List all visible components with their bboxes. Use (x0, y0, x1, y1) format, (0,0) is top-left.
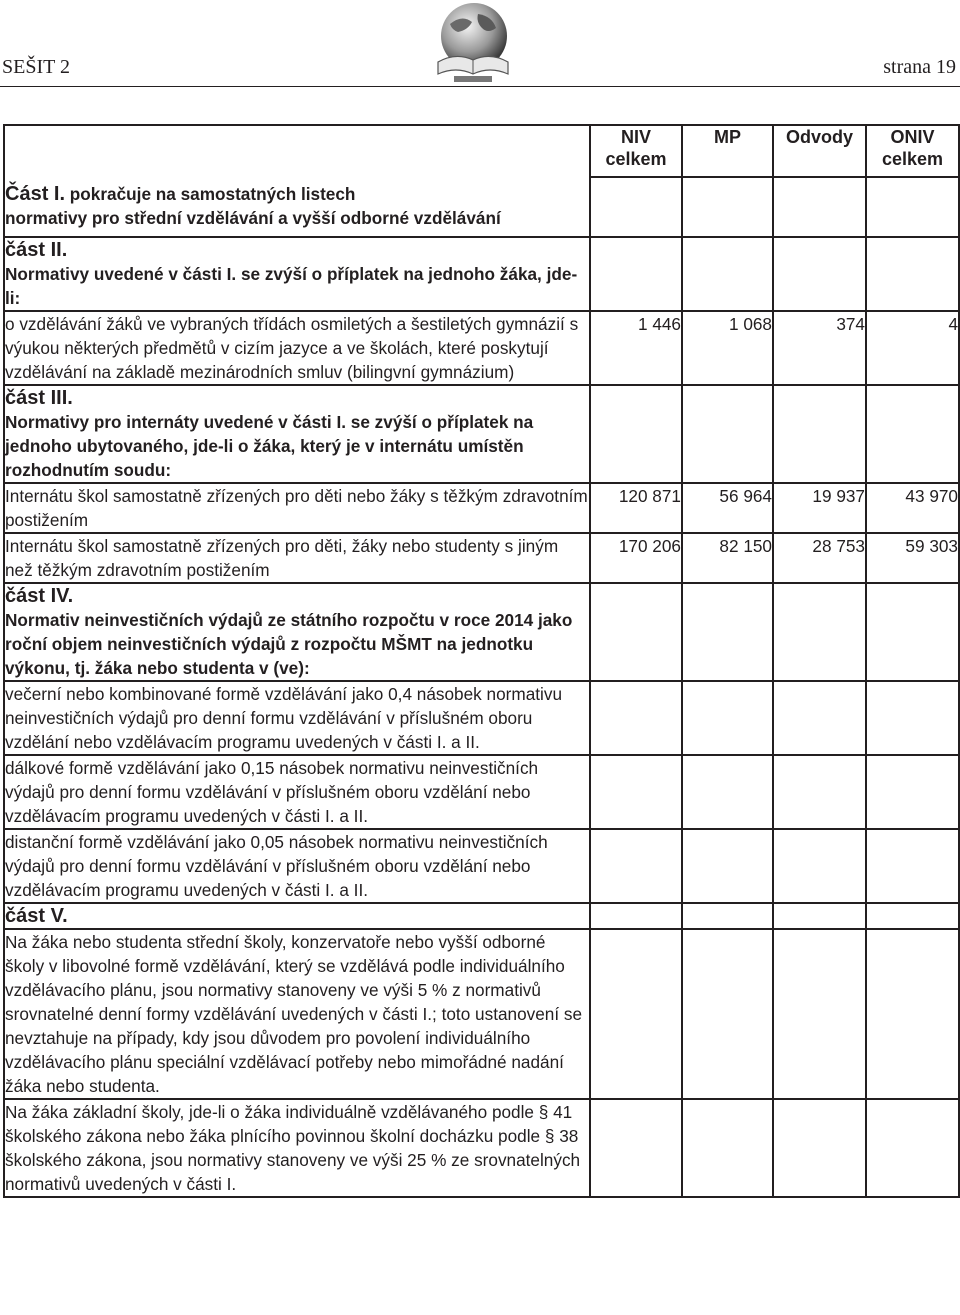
table-row (4, 385, 959, 483)
part5-title: část V. (5, 905, 68, 927)
table-row (4, 311, 959, 385)
table-row (4, 483, 959, 533)
empty-cell (682, 1099, 773, 1197)
empty-cell (682, 681, 773, 755)
empty-cell (866, 583, 959, 681)
empty-cell (590, 903, 682, 929)
table-row (4, 755, 959, 829)
part5-heading-cell (4, 903, 590, 929)
empty-cell (682, 929, 773, 1099)
value-niv: 1 446 (590, 311, 682, 385)
table-row (4, 237, 959, 311)
page-number: strana 19 (883, 56, 956, 78)
col-header-mp: MP (682, 125, 773, 177)
table-row (4, 583, 959, 681)
value-oniv: 4 (866, 311, 959, 385)
table-row (4, 929, 959, 1099)
part2-title: část II. (5, 239, 68, 261)
empty-cell (682, 755, 773, 829)
value-mp: 82 150 (682, 533, 773, 583)
table-row (4, 1099, 959, 1197)
part5-item-1: Na žáka nebo studenta střední školy, konzervatoře nebo vyšší odborné školy v libovolné formě vzdělávání, který se vzdělává podle individuálního vzdělávacího plánu, jsou normativy stanoveny ve výši 5 % z normativů srovnatelné denní formy vzdělávání uvedených v části I.; toto ustanovení se nevztahuje na případy, kdy jsou důvodem pro povolení individuálního vzdělávacího plánu speciální vzdělávací potřeby nebo mimořádné nadání žáka nebo studenta. (4, 929, 590, 1099)
part4-heading-cell (4, 583, 590, 681)
section-label: SEŠIT 2 (2, 56, 70, 78)
empty-cell (866, 681, 959, 755)
part3-heading-cell (4, 385, 590, 483)
value-niv: 120 871 (590, 483, 682, 533)
part4-item-3: distanční formě vzdělávání jako 0,05 násobek normativu neinvestičních výdajů pro denní formu vzdělávání v příslušném oboru vzdělání nebo vzdělávacím programu uvedených v části I. a II. (4, 829, 590, 903)
empty-cell (773, 385, 866, 483)
part1-title: Část I. (5, 183, 66, 205)
col-header-oniv: ONIV celkem (866, 125, 959, 177)
empty-cell (866, 237, 959, 311)
empty-cell (866, 829, 959, 903)
value-oniv: 43 970 (866, 483, 959, 533)
empty-cell (773, 583, 866, 681)
value-odvody: 19 937 (773, 483, 866, 533)
value-odvody: 374 (773, 311, 866, 385)
empty-cell (590, 829, 682, 903)
empty-cell (773, 929, 866, 1099)
empty-cell (866, 1099, 959, 1197)
part4-item-1: večerní nebo kombinované formě vzdělávání jako 0,4 násobek normativu neinvestičních výdajů pro denní formu vzdělávání v příslušném oboru vzdělání nebo vzdělávacím programu uvedených v části I. a II. (4, 681, 590, 755)
empty-cell (682, 177, 773, 237)
empty-cell (682, 237, 773, 311)
part2-item: o vzdělávání žáků ve vybraných třídách osmiletých a šestiletých gymnázií s výukou některých předmětů v cizím jazyce a ve školách, které poskytují vzdělávání na základě mezinárodních smluv (bilingvní gymnázium) (4, 311, 590, 385)
part4-intro: Normativ neinvestičních výdajů ze státního rozpočtu v roce 2014 jako roční objem neinvestičních výdajů z rozpočtu MŠMT na jednotku výkonu, tj. žáka nebo studenta v (ve): (5, 610, 573, 678)
empty-cell (773, 903, 866, 929)
empty-cell (866, 903, 959, 929)
empty-cell (866, 755, 959, 829)
empty-cell (682, 829, 773, 903)
part4-title: část IV. (5, 585, 74, 607)
empty-cell (590, 681, 682, 755)
empty-cell (590, 177, 682, 237)
empty-cell (590, 929, 682, 1099)
part2-heading-cell (4, 237, 590, 311)
part4-item-2: dálkové formě vzdělávání jako 0,15 násobek normativu neinvestičních výdajů pro denní formu vzdělávání v příslušném oboru vzdělání nebo vzdělávacím programu uvedených v části I. a II. (4, 755, 590, 829)
value-niv: 170 206 (590, 533, 682, 583)
empty-cell (866, 177, 959, 237)
value-odvody: 28 753 (773, 533, 866, 583)
empty-cell (866, 929, 959, 1099)
part2-intro: Normativy uvedené v části I. se zvýší o příplatek na jednoho žáka, jde-li: (5, 264, 578, 308)
value-oniv: 59 303 (866, 533, 959, 583)
empty-cell (590, 237, 682, 311)
empty-cell (773, 1099, 866, 1197)
empty-cell (773, 755, 866, 829)
header-rule (0, 86, 960, 87)
col-header-niv: NIV celkem (590, 125, 682, 177)
part5-item-2: Na žáka základní školy, jde-li o žáka individuálně vzdělávaného podle § 41 školského zákona nebo žáka plnícího povinnou školní docházku podle § 38 školského zákona, jsou normativy stanoveny ve výši 25 % ze srovnatelných normativů uvedených v části I. (4, 1099, 590, 1197)
empty-cell (682, 385, 773, 483)
table-row (4, 903, 959, 929)
page-header (0, 0, 960, 120)
empty-cell (590, 583, 682, 681)
part3-item-2: Internátu škol samostatně zřízených pro děti, žáky nebo studenty s jiným než těžkým zdravotním postižením (4, 533, 590, 583)
normatives-table (3, 124, 960, 1198)
empty-cell (773, 237, 866, 311)
empty-cell (773, 681, 866, 755)
value-mp: 1 068 (682, 311, 773, 385)
table-header-row (4, 125, 959, 177)
part1-subtitle: normativy pro střední vzdělávání a vyšší odborné vzdělávání (5, 208, 501, 228)
empty-cell (682, 903, 773, 929)
empty-cell (773, 177, 866, 237)
value-mp: 56 964 (682, 483, 773, 533)
empty-cell (590, 755, 682, 829)
globe-book-logo (432, 0, 514, 84)
part1-continuation: pokračuje na samostatných listech (65, 184, 356, 204)
empty-cell (773, 829, 866, 903)
table-row (4, 533, 959, 583)
empty-cell (866, 385, 959, 483)
empty-cell (682, 583, 773, 681)
empty-cell (590, 385, 682, 483)
part1-cell (4, 125, 590, 237)
part3-item-1: Internátu škol samostatně zřízených pro děti nebo žáky s těžkým zdravotním postižením (4, 483, 590, 533)
table-row (4, 829, 959, 903)
part3-intro: Normativy pro internáty uvedené v části I. se zvýší o příplatek na jednoho ubytovaného, jde-li o žáka, který je v internátu umístěn rozhodnutím soudu: (5, 412, 534, 480)
part3-title: část III. (5, 387, 73, 409)
empty-cell (590, 1099, 682, 1197)
table-row (4, 681, 959, 755)
col-header-odvody: Odvody (773, 125, 866, 177)
